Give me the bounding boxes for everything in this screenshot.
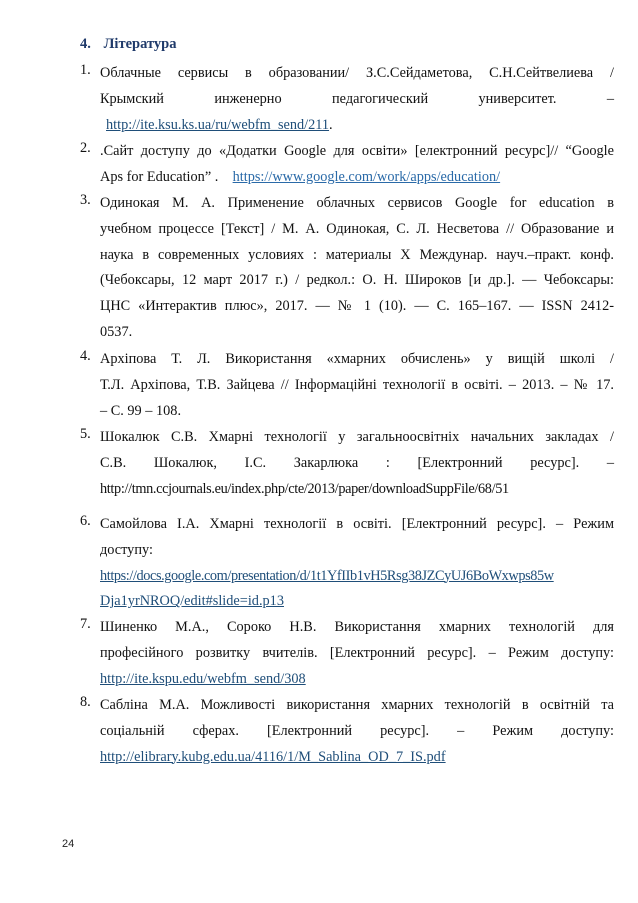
reference-line (100, 565, 614, 591)
reference-line (100, 746, 614, 772)
reference-item (80, 192, 614, 347)
reference-line: – С. 99 – 108. (100, 402, 182, 419)
reference-line: Т.Л. Архіпова, Т.В. Зайцева // Інформаційні технології в освіті. – 2013. – № 17. (100, 376, 614, 393)
reference-line: доступу: (100, 541, 153, 558)
reference-number: 7. (80, 616, 91, 632)
reference-item (80, 348, 614, 425)
reference-link[interactable]: http://elibrary.kubg.edu.ua/4116/1/M_Sablina_OD_7_IS.pdf (100, 748, 446, 765)
reference-item (80, 140, 614, 192)
reference-line: учебном процессе [Текст] / М. А. Одинокая, С. Л. Несветова // Образование и (100, 220, 614, 237)
reference-item (80, 616, 614, 693)
reference-line (100, 114, 614, 140)
reference-line: професійного розвитку вчителів. [Електронний ресурс]. – Режим доступу: (100, 644, 614, 661)
reference-line: Облачные сервисы в образовании/ З.С.Сейдаметова, С.Н.Сейтвелиева / (100, 65, 614, 81)
reference-line: Сабліна М.А. Можливості використання хмарних технологій в освітній та (100, 697, 614, 713)
reference-line: .Сайт доступу до «Додатки Google для освіти» [електронний ресурс]// “Google (100, 143, 614, 159)
section-title: Література (103, 36, 177, 52)
reference-line: Шокалюк С.В. Хмарні технології у загальноосвітніх начальних закладах / (100, 429, 614, 445)
reference-number: 2. (80, 140, 91, 156)
page-number: 24 (62, 838, 75, 850)
reference-line: ЦНС «Интерактив плюс», 2017. — № 1 (10). — С. 165–167. — ISSN 2412- (100, 298, 614, 315)
reference-number: 5. (80, 426, 91, 442)
reference-item (80, 694, 614, 771)
reference-number: 4. (80, 348, 91, 364)
reference-line: Шиненко М.А., Сороко Н.В. Використання хмарних технологій для (100, 619, 614, 635)
reference-item (80, 513, 614, 616)
reference-line: http://tmn.ccjournals.eu/index.php/cte/2013/paper/downloadSuppFile/68/51 (100, 480, 509, 497)
reference-punctuation: . (329, 116, 333, 133)
reference-number: 8. (80, 694, 91, 710)
reference-link[interactable]: http://ite.ksu.ks.ua/ru/webfm_send/211 (106, 116, 330, 133)
reference-line (100, 166, 614, 192)
reference-line: Одинокая М. А. Применение облачных сервисов Google for education в (100, 195, 614, 211)
reference-link[interactable]: Dja1yrNROQ/edit#slide=id.p13 (100, 593, 284, 610)
section-heading (80, 36, 176, 53)
reference-item (80, 62, 614, 139)
reference-line (100, 590, 614, 616)
reference-item (80, 426, 614, 503)
reference-link[interactable]: https://docs.google.com/presentation/d/1t1YfIIb1vH5Rsg38JZCyUJ6BoWxwps85w (100, 567, 554, 584)
reference-line: соціальній сферах. [Електронний ресурс]. – Режим доступу: (100, 722, 614, 739)
reference-line: (Чебоксары, 12 март 2017 г.) / редкол.: О. Н. Широков [и др.]. — Чебоксары: (100, 272, 614, 289)
reference-line: Крымский инженерно педагогический университет. – (100, 90, 614, 107)
reference-line: наука в современных условиях : материалы X Междунар. науч.–практ. конф. (100, 246, 614, 263)
reference-link[interactable]: http://ite.kspu.edu/webfm_send/308 (100, 670, 306, 687)
reference-line: 0537. (100, 323, 133, 340)
reference-link[interactable]: https://www.google.com/work/apps/education/ (232, 168, 501, 185)
reference-line: С.В. Шокалюк, І.С. Закарлюка : [Електронний ресурс]. – (100, 454, 614, 471)
reference-line (100, 668, 614, 694)
section-number: 4. (80, 36, 91, 52)
reference-number: 3. (80, 192, 91, 208)
reference-line: Архіпова Т. Л. Використання «хмарних обчислень» у вищій школі / (100, 351, 614, 367)
reference-number: 6. (80, 513, 91, 529)
reference-number: 1. (80, 62, 91, 78)
reference-text: Aps for Education” . (100, 168, 219, 185)
reference-line: Самойлова І.А. Хмарні технології в освіті. [Електронний ресурс]. – Режим (100, 516, 614, 532)
